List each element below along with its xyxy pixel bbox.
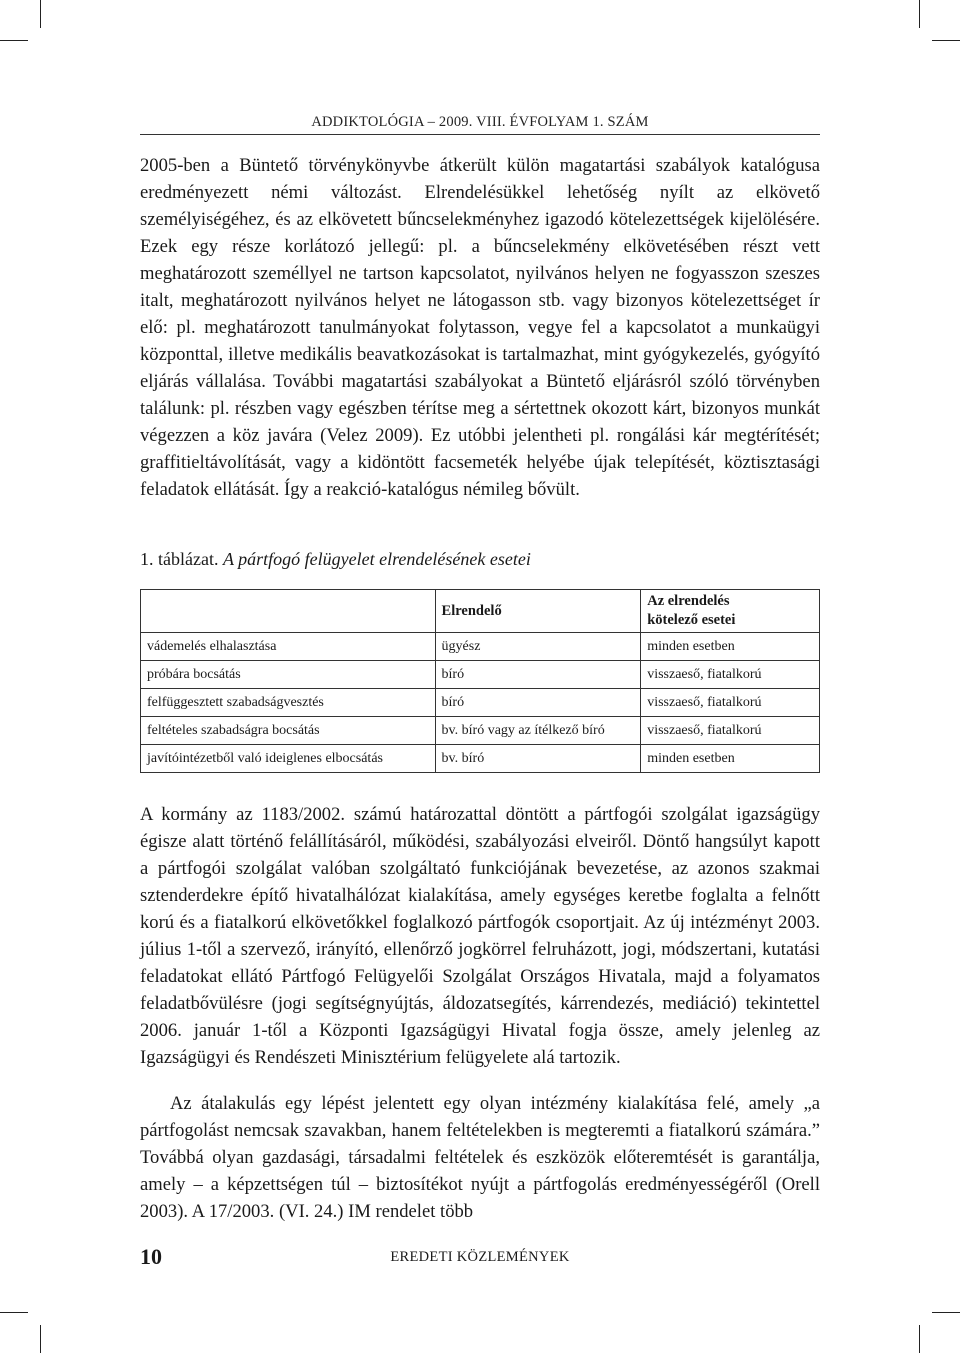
crop-mark	[919, 1325, 920, 1353]
table-cell: bv. bíró	[435, 745, 641, 773]
table-cell: javítóintézetből való ideiglenes elbocsátás	[141, 745, 436, 773]
table-cell: bv. bíró vagy az ítélkező bíró	[435, 717, 641, 745]
crop-mark	[919, 0, 920, 28]
table-cell: minden esetben	[641, 633, 820, 661]
table-header-cell: Elrendelő	[435, 590, 641, 633]
table-cell: feltételes szabadságra bocsátás	[141, 717, 436, 745]
crop-mark	[40, 1325, 41, 1353]
table-row	[141, 661, 820, 689]
page-number: 10	[140, 1244, 162, 1269]
table-header-row	[141, 590, 820, 633]
table-header-cell	[641, 590, 820, 633]
table	[140, 589, 820, 773]
table-cell: bíró	[435, 661, 641, 689]
table-cell: felfüggesztett szabadságvesztés	[141, 689, 436, 717]
table-cell: minden esetben	[641, 745, 820, 773]
table-row	[141, 717, 820, 745]
crop-mark	[932, 1312, 960, 1313]
paragraph-2: A kormány az 1183/2002. számú határozattal döntött a pártfogói szolgálat igazságügy égisze alatt történő felállításáról, működési, szabályozási elveiről. Döntő hangsúlyt kapott a pártfogói szolgálat valóban szolgáltató funkciójának bevezetése, az azonos szakmai sztenderdekre építő hivatalhálózat kialakítása, amely egységes keretbe foglalta a felnőtt korú és a fiatalkorú elkövetőkkel foglalkozó pártfogók csoportjait. Az új intézményt 2003. július 1-től a szervező, irányító, ellenőrző jogkörrel felruházott, jogi, módszertani, kutatási feladatokat ellátó Pártfogó Felügyelői Szolgálat Országos Hivatala, majd a folyamatos feladatbővülésre (jogi segítségnyújtás, áldozatsegítés, kárrendezés, mediáció) tekintettel 2006. január 1-től a Központi Igazságügyi Hivatal fogja össze, amely jelenleg az Igazságügyi és Rendészeti Minisztérium felügyelete alá tartozik.	[140, 804, 820, 1068]
table-caption	[140, 549, 531, 570]
header-line: Az elrendelés	[647, 593, 730, 609]
table-cell: bíró	[435, 689, 641, 717]
table-row	[141, 633, 820, 661]
crop-mark	[932, 40, 960, 41]
table-caption-number: 1. táblázat.	[140, 549, 219, 569]
crop-mark	[0, 1312, 28, 1313]
running-head: ADDIKTOLÓGIA – 2009. VIII. ÉVFOLYAM 1. SZÁM	[311, 114, 649, 130]
header-rule	[140, 134, 820, 135]
paragraph-3: Az átalakulás egy lépést jelentett egy olyan intézmény kialakítása felé, amely „a pártfogolást nemcsak szavakban, hanem feltételekben is megteremti a fiatalkorú számára.” Továbbá olyan gazdasági, társadalmi feltételek és eszközök előteremtését is garantálja, amely – a képzettségen túl – biztosítékot nyújt a pártfogolás eredményességéről (Orell 2003). A 17/2003. (VI. 24.) IM rendelet több	[140, 1093, 820, 1222]
table-cell: vádemelés elhalasztása	[141, 633, 436, 661]
table-cell: visszaeső, fiatalkorú	[641, 717, 820, 745]
table-caption-title: A pártfogó felügyelet elrendelésének esetei	[222, 549, 531, 569]
table-row	[141, 745, 820, 773]
table-cell: próbára bocsátás	[141, 661, 436, 689]
crop-mark	[40, 0, 41, 28]
table-cell: visszaeső, fiatalkorú	[641, 689, 820, 717]
paragraph-1: 2005-ben a Büntető törvénykönyvbe átkerült külön magatartási szabályok katalógusa eredményezett némi változást. Elrendelésükkel lehetőség nyílt az elkövető személyiségéhez, és az elkövetett bűncselekményhez igazodó kötelezettségek kijelölésére. Ezek egy része korlátozó jellegű: pl. a bűncselekmény elkövetésében részt vett meghatározott személlyel ne tartson kapcsolatot, nyilvános helyen ne fogyasszon szeszes italt, meghatározott nyilvános helyet ne látogasson stb. vagy bizonyos kötelezettséget ír elő: pl. meghatározott tanulmányokat folytasson, vegye fel a kapcsolatot a munkaügyi központtal, illetve medikális beavatkozásokat is tartalmazhat, mint gyógykezelés, gyógyító eljárás vállalása. További magatartási szabályokat a Büntető eljárásról szóló törvényben találunk: pl. részben vagy egészben térítse meg a sértettnek okozott kárt, bizonyos munkát végezzen a köz javára (Velez 2009). Ez utóbbi jelentheti pl. rongálási kár megtérítését; graffitieltávolítását, vagy a kidöntött facsemeték helyébe újak telepítését, köztisztasági feladatok ellátását. Így a reakció-katalógus némileg bővült.	[140, 155, 820, 500]
section-label: EREDETI KÖZLEMÉNYEK	[390, 1249, 570, 1265]
table-row	[141, 689, 820, 717]
table-cell: visszaeső, fiatalkorú	[641, 661, 820, 689]
crop-mark	[0, 40, 28, 41]
table-cell: ügyész	[435, 633, 641, 661]
header-line: kötelező esetei	[647, 612, 736, 628]
table-header-cell	[141, 590, 436, 633]
